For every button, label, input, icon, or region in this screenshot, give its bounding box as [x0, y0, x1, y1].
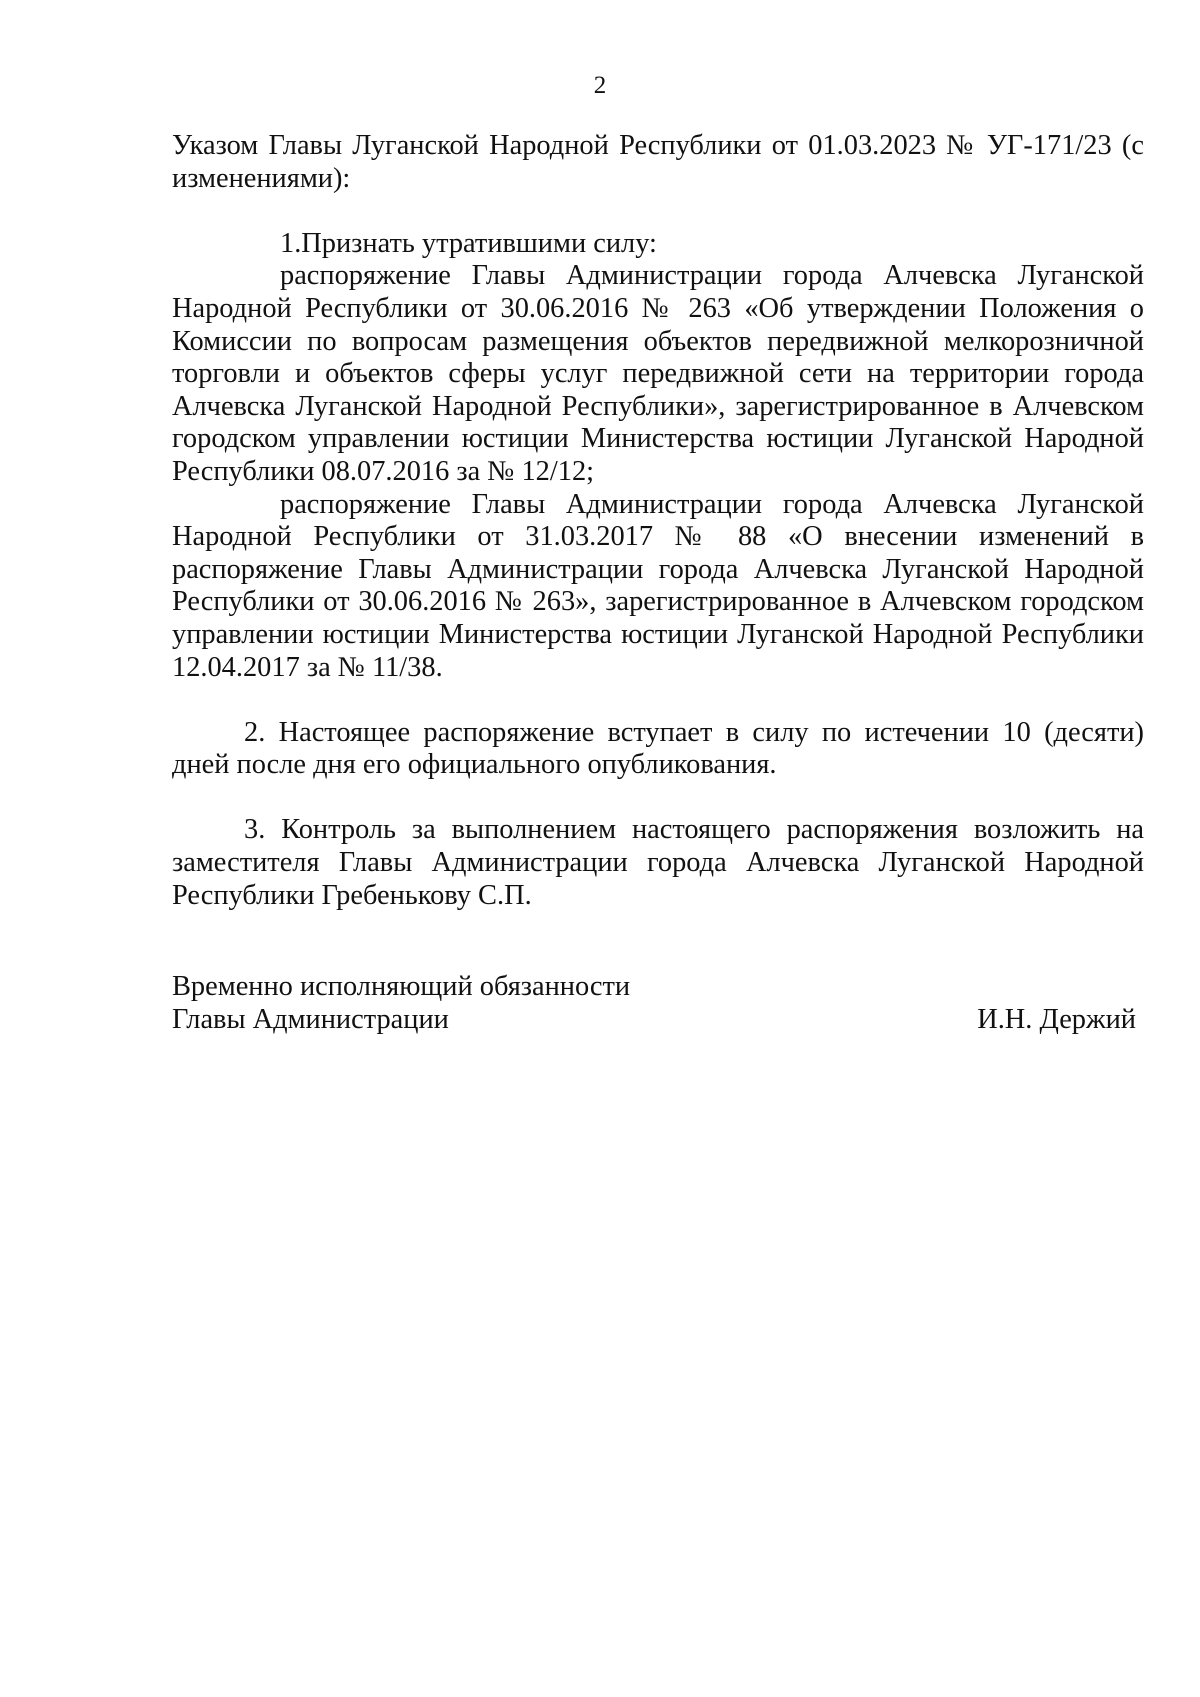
item3-paragraph: 3. Контроль за выполнением настоящего распоряжения возложить на заместителя Главы Администрации города Алчевска Луганской Народной Республики Гребенькову С.П. [172, 814, 1144, 911]
signature-position-line2: Главы Администрации [172, 1003, 449, 1035]
item1-heading: 1.Признать утратившими силу: [280, 227, 657, 259]
item1-paragraph-1: распоряжение Главы Администрации города Алчевска Луганской Народной Республики от 30.06.2016 № 263 «Об утверждении Положения о Комиссии по вопросам размещения объектов передвижной мелкорозничной торговли и объектов сферы услуг передвижной сети на территории города Алчевска Луганской Народной Республики», зарегистрированное в Алчевском городском управлении юстиции Министерства юстиции Луганской Народной Республики 08.07.2016 за № 12/12; [172, 260, 1144, 487]
signature-position-line1: Временно исполняющий обязанности [172, 971, 631, 1002]
item1-paragraph-2: распоряжение Главы Администрации города Алчевска Луганской Народной Республики от 31.03.2017 № 88 «О внесении изменений в распоряжение Главы Администрации города Алчевска Луганской Народной Республики от 30.06.2016 № 263», зарегистрированное в Алчевском городском управлении юстиции Министерства юстиции Луганской Народной Республики 12.04.2017 за № 11/38. [172, 488, 1144, 683]
spacer [172, 195, 1144, 228]
document-body [172, 130, 1144, 912]
item2-paragraph: 2. Настоящее распоряжение вступает в силу по истечении 10 (десяти) дней после дня его официального опубликования. [172, 716, 1144, 781]
spacer [172, 782, 1144, 815]
signature-row [172, 1004, 1144, 1037]
intro-paragraph: Указом Главы Луганской Народной Республики от 01.03.2023 № УГ-171/23 (с изменениями): [172, 130, 1144, 194]
page-number: 2 [593, 72, 607, 99]
signature-block [172, 971, 1144, 1036]
spacer [172, 684, 1144, 717]
signatory-name: И.Н. Держий [977, 1003, 1136, 1035]
